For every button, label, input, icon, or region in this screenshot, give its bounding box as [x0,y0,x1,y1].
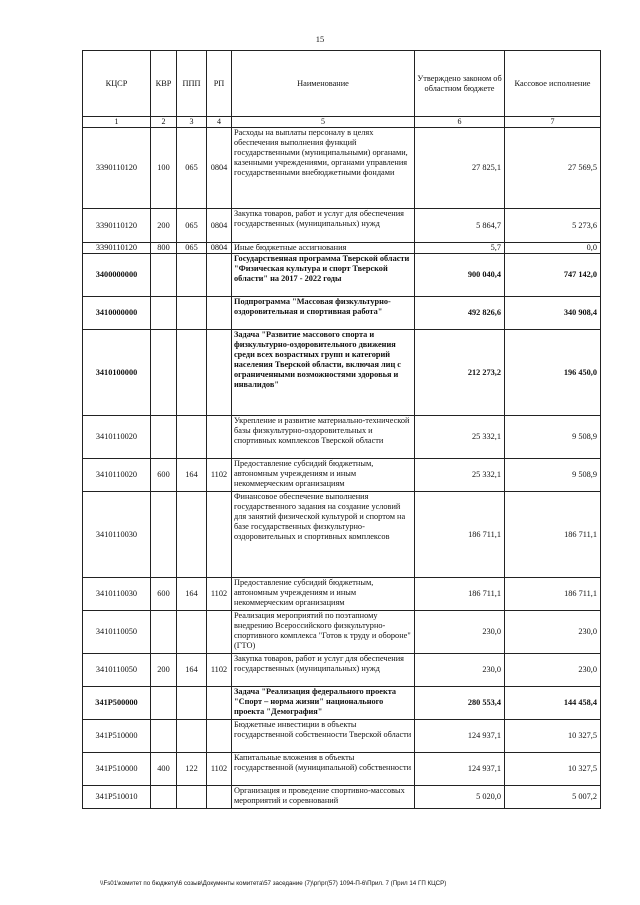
cell-kcsr: 3410110050 [83,654,151,687]
table-row [83,209,601,243]
cell-approved: 900 040,4 [415,254,505,297]
cell-kcsr: 3410110050 [83,611,151,654]
cell-rp [207,254,232,297]
cell-kvr: 800 [151,243,177,254]
cell-approved: 186 711,1 [415,492,505,578]
cell-executed: 27 569,5 [505,128,601,209]
table-row [83,128,601,209]
cell-ppp [177,254,207,297]
cell-ppp [177,786,207,809]
cell-ppp [177,492,207,578]
header-executed: Кассовое исполнение [505,51,601,117]
column-number: 2 [151,117,177,128]
cell-approved: 230,0 [415,654,505,687]
cell-approved: 492 826,6 [415,297,505,330]
cell-name: Организация и проведение спортивно-массовых мероприятий и соревнований [232,786,415,809]
cell-rp: 1102 [207,578,232,611]
table-row [83,687,601,720]
table-row [83,578,601,611]
table-row [83,720,601,753]
cell-name: Закупка товаров, работ и услуг для обеспечения государственных (муниципальных) нужд [232,209,415,243]
cell-executed: 0,0 [505,243,601,254]
cell-kvr [151,254,177,297]
cell-kcsr: 3390110120 [83,128,151,209]
cell-kcsr: 3410110020 [83,459,151,492]
header-rp: РП [207,51,232,117]
cell-executed: 10 327,5 [505,753,601,786]
cell-kvr: 200 [151,654,177,687]
cell-kcsr: 3390110120 [83,243,151,254]
cell-ppp: 065 [177,128,207,209]
column-number: 6 [415,117,505,128]
column-number: 1 [83,117,151,128]
cell-rp [207,687,232,720]
page-number: 15 [315,34,325,44]
cell-rp [207,786,232,809]
column-number: 3 [177,117,207,128]
cell-name: Финансовое обеспечение выполнения государственного задания на создание условий для занятий физической культурой и спортом на базе государственных физкультурно-оздоровительных и спортивных комплексов [232,492,415,578]
table-row [83,786,601,809]
cell-approved: 124 937,1 [415,720,505,753]
table-row [83,330,601,416]
cell-approved: 280 553,4 [415,687,505,720]
header-row [83,51,601,117]
table-row [83,611,601,654]
cell-approved: 5 864,7 [415,209,505,243]
header-kvr: КВР [151,51,177,117]
cell-approved: 25 332,1 [415,416,505,459]
table-row [83,297,601,330]
cell-ppp [177,416,207,459]
cell-kvr [151,720,177,753]
cell-approved: 5 020,0 [415,786,505,809]
cell-name: Капитальные вложения в объекты государственной (муниципальной) собственности [232,753,415,786]
cell-executed: 5 273,6 [505,209,601,243]
cell-kvr [151,416,177,459]
cell-name: Задача "Реализация федерального проекта "Спорт – норма жизни" национального проекта "Демография" [232,687,415,720]
cell-executed: 144 458,4 [505,687,601,720]
cell-executed: 196 450,0 [505,330,601,416]
cell-kcsr: 3410110020 [83,416,151,459]
cell-executed: 340 908,4 [505,297,601,330]
cell-kvr: 600 [151,459,177,492]
cell-approved: 124 937,1 [415,753,505,786]
cell-kcsr: 3410110030 [83,492,151,578]
cell-kvr [151,297,177,330]
cell-kcsr: 341P510000 [83,753,151,786]
cell-ppp: 164 [177,654,207,687]
file-path-footer: \\Fs01\комитет по бюджету\6 созыв\Документы комитета\57 заседание (7)\рг\рг(57) 1094-П-6\Прил. 7 (Прил 14 ГП КЦСР) [100,880,447,887]
cell-kvr: 600 [151,578,177,611]
cell-kvr: 100 [151,128,177,209]
table-row [83,492,601,578]
cell-executed: 230,0 [505,654,601,687]
cell-name: Задача "Развитие массового спорта и физкультурно-оздоровительного движения среди всех возрастных групп и категорий населения Тверской области, включая лиц с ограниченными возможностями здоровья и инвалидов" [232,330,415,416]
header-name: Наименование [232,51,415,117]
cell-approved: 25 332,1 [415,459,505,492]
cell-kvr: 200 [151,209,177,243]
cell-name: Подпрограмма "Массовая физкультурно-оздоровительная и спортивная работа" [232,297,415,330]
cell-approved: 186 711,1 [415,578,505,611]
cell-kcsr: 3410100000 [83,330,151,416]
header-approved: Утверждено законом об областном бюджете [415,51,505,117]
cell-rp: 0804 [207,209,232,243]
cell-kcsr: 3410110030 [83,578,151,611]
cell-name: Укрепление и развитие материально-технической базы физкультурно-оздоровительных и спортивных комплексов Тверской области [232,416,415,459]
cell-kvr [151,492,177,578]
cell-name: Реализация мероприятий по поэтапному внедрению Всероссийского физкультурно-спортивного комплекса "Готов к труду и обороне" (ГТО) [232,611,415,654]
cell-rp [207,720,232,753]
cell-rp [207,297,232,330]
cell-rp [207,492,232,578]
cell-name: Иные бюджетные ассигнования [232,243,415,254]
cell-rp [207,416,232,459]
cell-rp: 1102 [207,459,232,492]
cell-kvr [151,611,177,654]
cell-kvr [151,330,177,416]
cell-kcsr: 3400000000 [83,254,151,297]
cell-approved: 5,7 [415,243,505,254]
cell-kcsr: 341P510010 [83,786,151,809]
cell-approved: 212 273,2 [415,330,505,416]
cell-ppp: 164 [177,578,207,611]
cell-executed: 230,0 [505,611,601,654]
cell-name: Расходы на выплаты персоналу в целях обеспечения выполнения функций государственными (муниципальными) органами, казенными учреждениями, органами управления государственными внебюджетными фондами [232,128,415,209]
cell-rp: 1102 [207,753,232,786]
cell-approved: 27 825,1 [415,128,505,209]
cell-ppp: 122 [177,753,207,786]
column-number: 5 [232,117,415,128]
cell-kcsr: 3410000000 [83,297,151,330]
cell-executed: 5 007,2 [505,786,601,809]
table-row [83,416,601,459]
cell-ppp: 065 [177,243,207,254]
cell-kvr: 400 [151,753,177,786]
cell-approved: 230,0 [415,611,505,654]
cell-name: Закупка товаров, работ и услуг для обеспечения государственных (муниципальных) нужд [232,654,415,687]
cell-executed: 186 711,1 [505,492,601,578]
cell-executed: 9 508,9 [505,459,601,492]
cell-kcsr: 3390110120 [83,209,151,243]
table-row [83,243,601,254]
table-row [83,654,601,687]
cell-ppp: 065 [177,209,207,243]
cell-executed: 9 508,9 [505,416,601,459]
cell-executed: 747 142,0 [505,254,601,297]
column-number: 4 [207,117,232,128]
table-row [83,753,601,786]
budget-table [82,50,601,809]
cell-ppp [177,687,207,720]
cell-name: Государственная программа Тверской области "Физическая культура и спорт Тверской области" на 2017 - 2022 годы [232,254,415,297]
cell-kcsr: 341P500000 [83,687,151,720]
cell-name: Предоставление субсидий бюджетным, автономным учреждениям и иным некоммерческим организациям [232,459,415,492]
header-ppp: ППП [177,51,207,117]
cell-kvr [151,687,177,720]
cell-ppp [177,297,207,330]
cell-name: Предоставление субсидий бюджетным, автономным учреждениям и иным некоммерческим организациям [232,578,415,611]
cell-ppp [177,611,207,654]
cell-kvr [151,786,177,809]
cell-kcsr: 341P510000 [83,720,151,753]
table-row [83,254,601,297]
column-number-row [83,117,601,128]
cell-rp [207,330,232,416]
cell-ppp [177,720,207,753]
cell-rp: 0804 [207,243,232,254]
cell-executed: 10 327,5 [505,720,601,753]
header-kcsr: КЦСР [83,51,151,117]
cell-rp [207,611,232,654]
cell-name: Бюджетные инвестиции в объекты государственной собственности Тверской области [232,720,415,753]
cell-rp: 1102 [207,654,232,687]
cell-ppp: 164 [177,459,207,492]
column-number: 7 [505,117,601,128]
cell-ppp [177,330,207,416]
table-row [83,459,601,492]
cell-executed: 186 711,1 [505,578,601,611]
cell-rp: 0804 [207,128,232,209]
